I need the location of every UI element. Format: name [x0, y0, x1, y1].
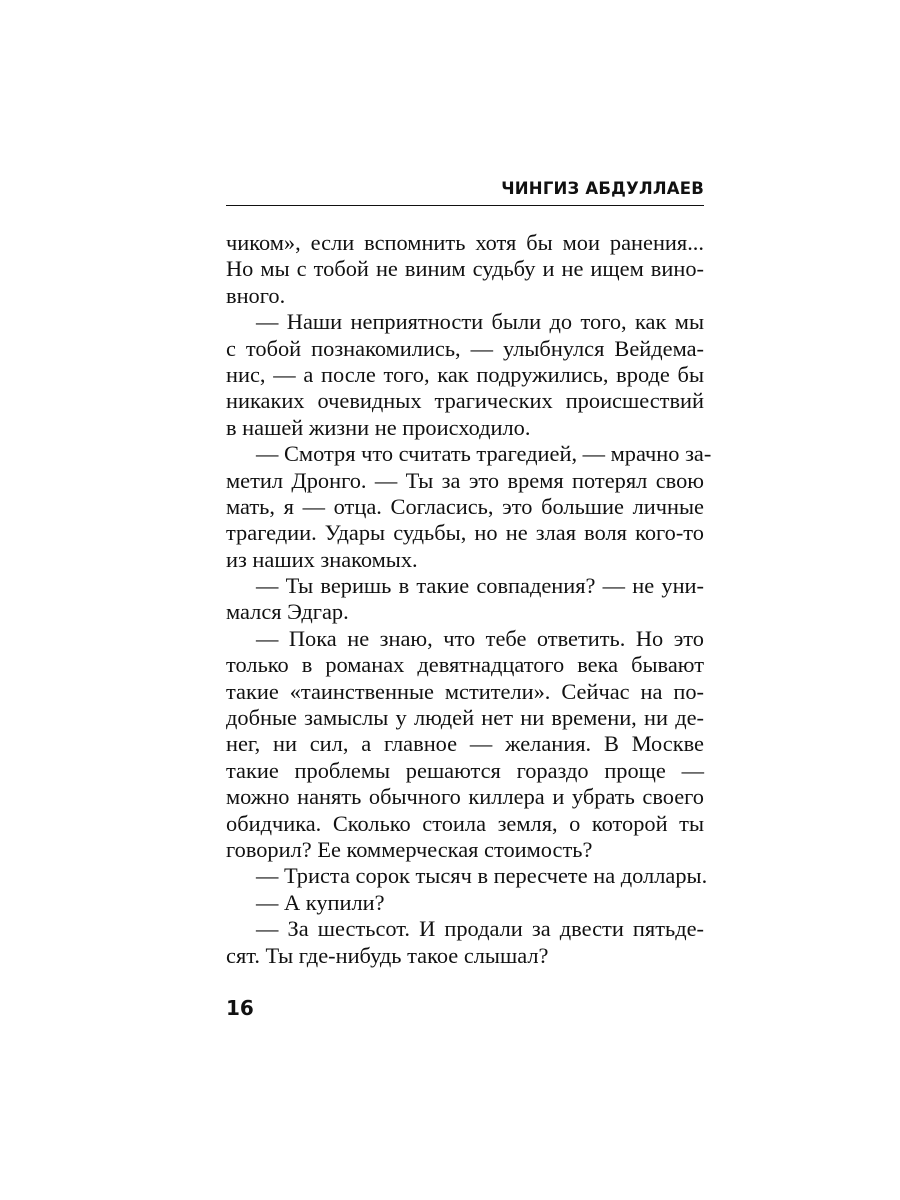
text-line: сят. Ты где-нибудь такое слышал? — [226, 942, 549, 968]
text-line: Но мы с тобой не виним судьбу и не ищем вино- — [226, 256, 704, 282]
text-line: чиком», если вспомнить хотя бы мои ранения... — [226, 230, 704, 255]
text-line: метил Дронго. — Ты за это время потерял свою — [226, 467, 704, 493]
text-line: в нашей жизни не происходило. — [226, 414, 531, 440]
text-line: — За шестьсот. И продали за двести пятьде- — [256, 916, 704, 942]
text-line: никаких очевидных трагических происшествий — [226, 388, 704, 414]
page-number: 16 — [226, 996, 254, 1020]
text-line: нис, — а после того, как подружились, вроде бы — [226, 361, 704, 387]
text-line: мался Эдгар. — [226, 599, 349, 625]
text-line: нег, ни сил, а главное — желания. В Москве — [226, 731, 704, 757]
header-rule — [226, 205, 704, 206]
text-line: трагедии. Удары судьбы, но не злая воля кого-то — [226, 520, 704, 546]
text-line: из наших знакомых. — [226, 546, 418, 572]
text-line: можно нанять обычного киллера и убрать своего — [226, 784, 704, 810]
text-line: — Триста сорок тысяч в пересчете на доллары. — [256, 863, 708, 889]
text-line: такие проблемы решаются гораздо проще — — [226, 757, 704, 783]
text-line: с тобой познакомились, — улыбнулся Вейдема- — [226, 335, 704, 361]
running-header-author: ЧИНГИЗ АБДУЛЛАЕВ — [501, 179, 704, 198]
text-line: обидчика. Сколько стоила земля, о которой ты — [226, 810, 704, 836]
body-text — [226, 230, 712, 969]
text-line: говорил? Ее коммерческая стоимость? — [226, 836, 593, 862]
text-line: — Наши неприятности были до того, как мы — [256, 309, 704, 335]
text-line: добные замыслы у людей нет ни времени, ни де- — [226, 705, 704, 731]
text-line: вного. — [226, 282, 286, 308]
text-line: — Ты веришь в такие совпадения? — не уни- — [256, 573, 704, 599]
text-line: — Пока не знаю, что тебе ответить. Но это — [256, 625, 704, 651]
text-line: только в романах девятнадцатого века бывают — [226, 652, 704, 678]
text-line: — Смотря что считать трагедией, — мрачно за- — [256, 441, 712, 467]
text-line: — А купили? — [256, 889, 385, 915]
text-line: такие «таинственные мстители». Сейчас на по- — [226, 678, 704, 704]
text-line: мать, я — отца. Согласись, это большие личные — [226, 493, 704, 519]
